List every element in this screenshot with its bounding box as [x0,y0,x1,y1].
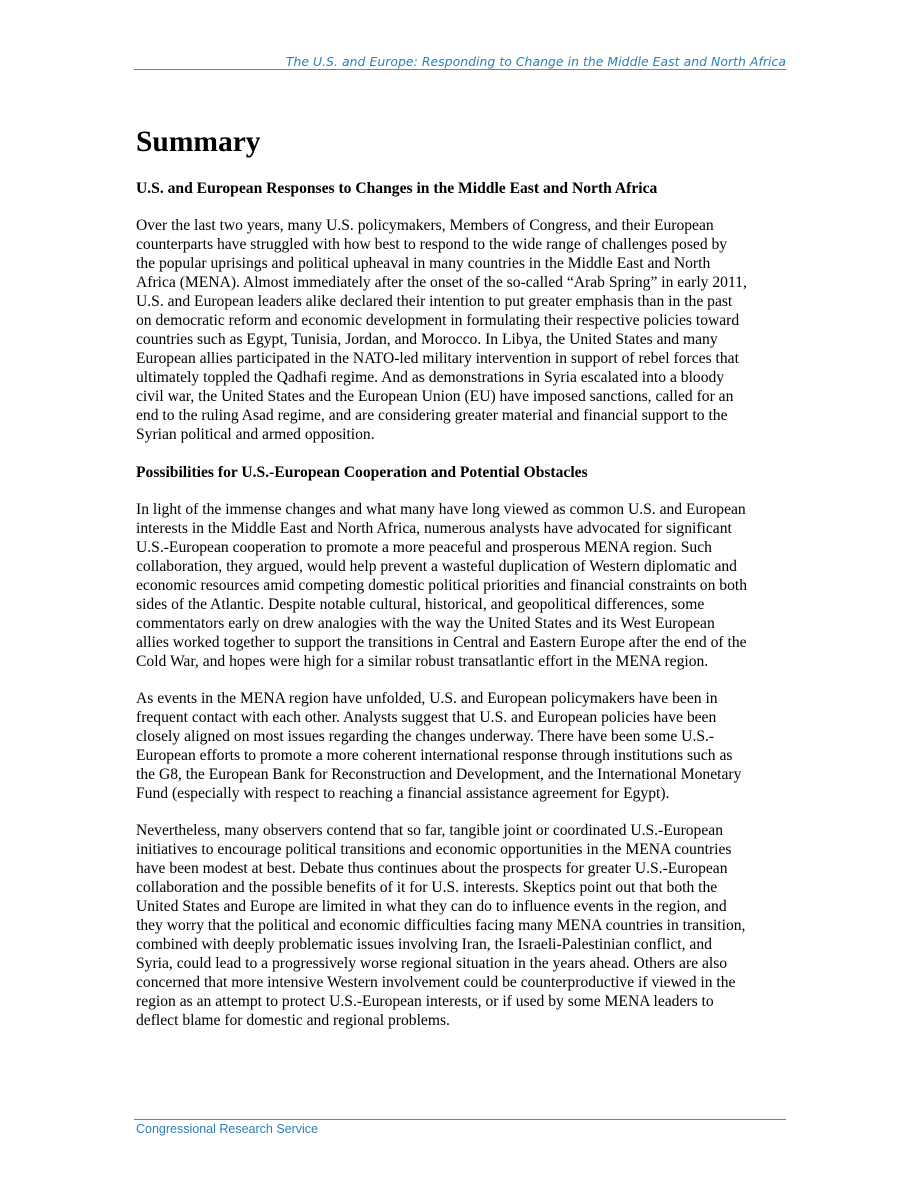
paragraph-responses: Over the last two years, many U.S. policymakers, Members of Congress, and their European counterparts have struggled with how best to respond to the wide range of challenges posed by the popular uprisings and political upheaval in many countries in the Middle East and North Africa (MENA). Almost immediately after the onset of the so-called “Arab Spring” in early 2011, U.S. and European leaders alike declared their intention to put greater emphasis than in the past on democratic reform and economic development in formulating their respective policies toward countries such as Egypt, Tunisia, Jordan, and Morocco. In Libya, the United States and many European allies participated in the NATO-led military intervention in support of rebel forces that ultimately toppled the Qadhafi regime. And as demonstrations in Syria escalated into a bloody civil war, the United States and the European Union (EU) have imposed sanctions, called for an end to the ruling Asad regime, and are considering greater material and financial support to the Syrian political and armed opposition. [136,217,747,443]
footer-divider [134,1119,786,1120]
paragraph-cooperation-3: Nevertheless, many observers contend that so far, tangible joint or coordinated U.S.-European initiatives to encourage political transitions and economic opportunities in the MENA countries have been modest at best. Debate thus continues about the prospects for greater U.S.-European collaboration and the possible benefits of it for U.S. interests. Skeptics point out that both the United States and Europe are limited in what they can do to influence events in the region, and they worry that the political and economic difficulties facing many MENA countries in transition, combined with deeply problematic issues involving Iran, the Israeli-Palestinian conflict, and Syria, could lead to a progressively worse regional situation in the years ahead. Others are also concerned that more intensive Western involvement could be counterproductive if viewed in the region as an attempt to protect U.S.-European interests, or if used by some MENA leaders to deflect blame for domestic and regional problems. [136,822,746,1029]
page-title: Summary [136,126,261,158]
footer-organization: Congressional Research Service [136,1122,319,1136]
paragraph-cooperation-1: In light of the immense changes and what many have long viewed as common U.S. and European interests in the Middle East and North Africa, numerous analysts have advocated for significant U.S.-European cooperation to promote a more peaceful and prosperous MENA region. Such collaboration, they argued, would help prevent a wasteful duplication of Western diplomatic and economic resources amid competing domestic political priorities and financial constraints on both sides of the Atlantic. Despite notable cultural, historical, and geopolitical differences, some commentators early on drew analogies with the way the United States and its West European allies worked together to support the transitions in Central and Eastern Europe after the end of the Cold War, and hopes were high for a similar robust transatlantic effort in the MENA region. [136,501,748,670]
section-heading-responses: U.S. and European Responses to Changes in the Middle East and North Africa [136,180,658,197]
running-header-title: The U.S. and Europe: Responding to Change in the Middle East and North Africa [285,54,786,69]
document-body [136,124,788,1030]
paragraph-cooperation-2: As events in the MENA region have unfolded, U.S. and European policymakers have been in frequent contact with each other. Analysts suggest that U.S. and European policies have been closely aligned on most issues regarding the changes underway. There have been some U.S.- European efforts to promote a more coherent international response through institutions such as the G8, the European Bank for Reconstruction and Development, and the International Monetary Fund (especially with respect to reaching a financial assistance agreement for Egypt). [136,690,742,802]
section-heading-cooperation: Possibilities for U.S.-European Cooperation and Potential Obstacles [136,464,588,481]
header-divider [134,69,786,70]
